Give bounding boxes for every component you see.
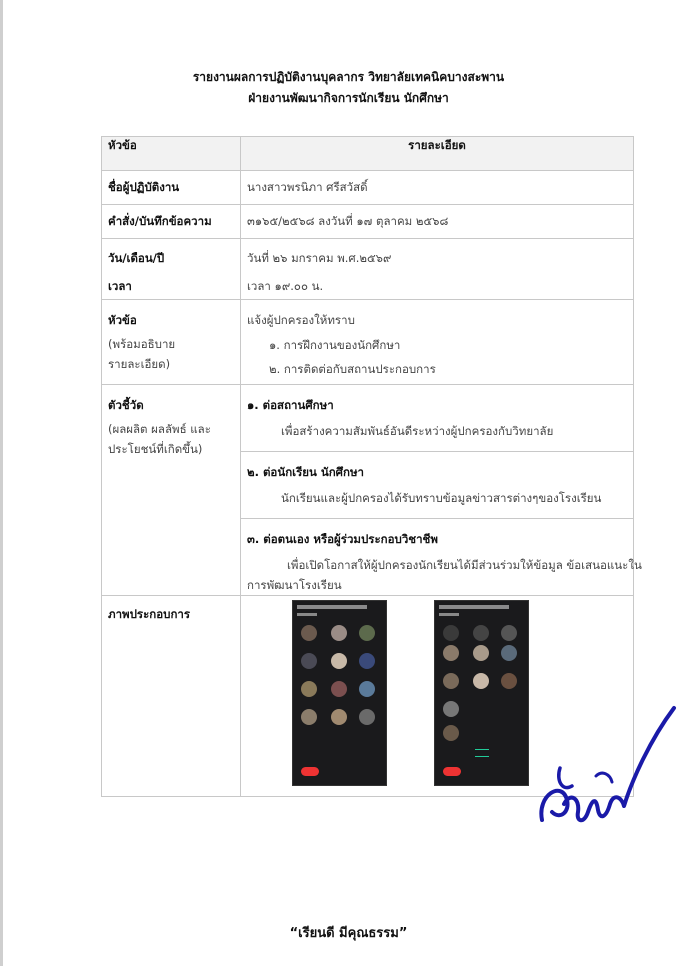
indicator-sub1: (ผลผลิต ผลลัพธ์ และ bbox=[108, 422, 211, 436]
date-cell bbox=[102, 239, 241, 300]
table-row-indicator1 bbox=[102, 385, 634, 452]
report-title: รายงานผลการปฏิบัติงานบุคลากร วิทยาลัยเทคนิคบางสะพาน bbox=[192, 70, 505, 84]
table-row-topic bbox=[102, 300, 634, 385]
topic-item: ๒. การติดต่อกับสถานประกอบการ bbox=[269, 362, 436, 376]
topic-label: หัวข้อ bbox=[108, 313, 137, 327]
handwritten-signature bbox=[532, 700, 682, 840]
images-label-cell bbox=[102, 596, 241, 797]
indicator3-text-line1: เพื่อเปิดโอกาสให้ผู้ปกครองนักเรียนได้มีส่วนร่วมให้ข้อมูล ข้อเสนอแนะใน bbox=[287, 558, 642, 572]
call-screenshot-2 bbox=[434, 600, 529, 786]
indicator-label: ตัวชี้วัด bbox=[108, 398, 144, 412]
table-row-operator bbox=[102, 171, 634, 205]
indicator1-cell bbox=[241, 385, 634, 452]
time-value: เวลา ๑๙.๐๐ น. bbox=[247, 279, 324, 293]
topic-intro: แจ้งผู้ปกครองให้ทราบ bbox=[247, 313, 355, 327]
table-row-date bbox=[102, 239, 634, 300]
indicator1-text: เพื่อสร้างความสัมพันธ์อันดีระหว่างผู้ปกครองกับวิทยาลัย bbox=[281, 424, 554, 438]
images-label: ภาพประกอบการ bbox=[108, 607, 191, 621]
topic-sub1: (พร้อมอธิบาย bbox=[108, 337, 176, 351]
topic-sub2: รายละเอียด) bbox=[108, 357, 171, 371]
indicator3-text-line2: การพัฒนาโรงเรียน bbox=[247, 578, 342, 592]
table-row-order bbox=[102, 205, 634, 239]
indicator3-title: ๓. ต่อตนเอง หรือผู้ร่วมประกอบวิชาชีพ bbox=[247, 532, 438, 546]
call-screenshot-1 bbox=[292, 600, 387, 786]
topic-detail-cell bbox=[241, 300, 634, 385]
topic-cell bbox=[102, 300, 241, 385]
indicator-sub2: ประโยชน์ที่เกิดขึ้น) bbox=[108, 442, 203, 456]
time-label: เวลา bbox=[108, 279, 132, 293]
report-table bbox=[101, 136, 642, 797]
indicator2-cell bbox=[241, 452, 634, 519]
table-header-row bbox=[102, 137, 634, 171]
date-detail-cell bbox=[241, 239, 634, 300]
indicator3-cell bbox=[241, 519, 642, 596]
operator-value: นางสาวพรนิภา ศรีสวัสดิ์ bbox=[241, 171, 634, 205]
order-label: คำสั่ง/บันทึกข้อความ bbox=[102, 205, 241, 239]
col-topic-header: หัวข้อ bbox=[102, 137, 241, 171]
indicator2-text: นักเรียนและผู้ปกครองได้รับทราบข้อมูลข่าวสารต่างๆของโรงเรียน bbox=[281, 491, 602, 505]
operator-label: ชื่อผู้ปฏิบัติงาน bbox=[102, 171, 241, 205]
order-value: ๓๑๖๕/๒๕๖๘ ลงวันที่ ๑๗ ตุลาคม ๒๕๖๘ bbox=[241, 205, 634, 239]
date-label: วัน/เดือน/ปี bbox=[108, 251, 165, 265]
col-detail-header: รายละเอียด bbox=[241, 137, 634, 171]
report-subtitle: ฝ่ายงานพัฒนากิจการนักเรียน นักศึกษา bbox=[248, 91, 449, 105]
page-edge bbox=[0, 0, 3, 966]
indicator1-title: ๑. ต่อสถานศึกษา bbox=[247, 398, 334, 412]
indicator-cell bbox=[102, 385, 241, 596]
footer-motto: “เรียนดี มีคุณธรรม” bbox=[289, 926, 408, 941]
date-value: วันที่ ๒๖ มกราคม พ.ศ.๒๕๖๙ bbox=[247, 251, 392, 265]
indicator2-title: ๒. ต่อนักเรียน นักศึกษา bbox=[247, 465, 364, 479]
topic-item: ๑. การฝึกงานของนักศึกษา bbox=[269, 338, 401, 352]
